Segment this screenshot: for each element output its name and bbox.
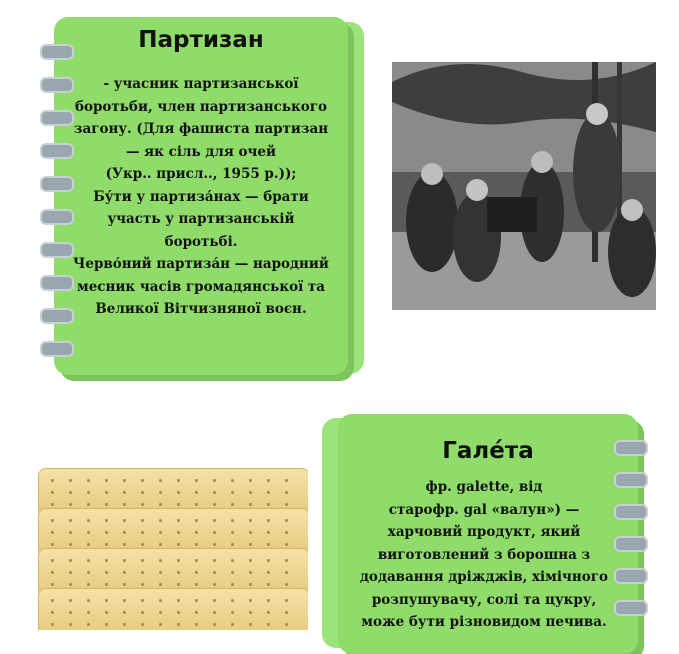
cracker-hole [141,531,144,534]
cracker-hole [159,571,162,574]
cracker-hole [249,571,252,574]
cracker-hole [177,583,180,586]
cracker-hole [195,479,198,482]
cracker-hole [249,543,252,546]
cracker-hole [141,479,144,482]
cracker-hole [51,571,54,574]
ring-binding [614,600,648,616]
cracker-hole [51,543,54,546]
cracker-hole [105,531,108,534]
definition-line: — як сіль для очей [125,143,277,160]
cracker-hole [285,519,288,522]
partisans-photo [392,62,656,310]
definition-line: додавання дріжджів, хімічного [359,569,609,585]
card-title: Партизан [138,27,264,53]
cracker-hole [159,599,162,602]
cracker-hole [87,583,90,586]
cracker-hole [195,491,198,494]
cracker [38,588,308,630]
cracker-hole [69,543,72,546]
cracker-hole [249,531,252,534]
cracker-hole [159,519,162,522]
cracker-hole [267,491,270,494]
cracker-hole [123,543,126,546]
cracker-hole [123,599,126,602]
cracker-hole [213,623,216,626]
ring-binding [614,440,648,456]
galettes-photo [38,464,308,630]
cracker-hole [105,583,108,586]
cracker-hole [51,599,54,602]
cracker-hole [69,583,72,586]
cracker-hole [195,503,198,506]
cracker-hole [105,571,108,574]
definition-line: участь у партизанській [107,211,295,227]
cracker-hole [195,519,198,522]
cracker-hole [177,571,180,574]
cracker-hole [105,559,108,562]
cracker-hole [69,531,72,534]
ring-binding [40,209,74,225]
cracker-hole [141,571,144,574]
cracker-hole [177,623,180,626]
cracker-hole [69,571,72,574]
cracker-hole [213,503,216,506]
cracker-hole [231,491,234,494]
cracker-hole [213,599,216,602]
cracker-hole [195,599,198,602]
cracker-hole [51,559,54,562]
cracker-hole [159,531,162,534]
cracker-hole [285,623,288,626]
cracker-hole [231,479,234,482]
notebook-card-partisan [54,17,348,375]
cracker-hole [123,623,126,626]
cracker-hole [159,503,162,506]
ring-binding [614,568,648,584]
definition-line: старофр. gal «валун») — [388,501,580,518]
cracker-hole [177,491,180,494]
cracker-hole [87,599,90,602]
cracker-hole [213,519,216,522]
cracker-hole [87,491,90,494]
cracker-hole [231,559,234,562]
cracker-hole [267,583,270,586]
cracker-hole [213,571,216,574]
cracker-hole [249,519,252,522]
cracker-hole [105,479,108,482]
cracker-hole [213,543,216,546]
definition-line: загону. (Для фашиста партизан [73,121,329,137]
cracker-hole [177,559,180,562]
cracker-hole [141,599,144,602]
cracker-hole [123,479,126,482]
cracker-hole [159,611,162,614]
cracker-hole [285,571,288,574]
cracker-hole [231,623,234,626]
card-definition [330,476,638,634]
cracker-hole [123,503,126,506]
cracker-hole [69,503,72,506]
cracker-hole [195,571,198,574]
definition-line: Бу́ти у партиза́нах — брати [93,188,309,205]
cracker-hole [159,479,162,482]
cracker-hole [105,623,108,626]
cracker-hole [69,479,72,482]
cracker-hole [285,503,288,506]
cracker-hole [285,479,288,482]
cracker-hole [267,543,270,546]
cracker-hole [267,611,270,614]
cracker-hole [51,519,54,522]
cracker-hole [249,623,252,626]
cracker-hole [177,599,180,602]
cracker-hole [267,559,270,562]
cracker-hole [87,623,90,626]
cracker-hole [231,543,234,546]
definition-line: фр. galette, від [425,479,543,495]
ring-binding [40,308,74,324]
definition-line: - учасник партизанської [103,76,299,92]
cracker-hole [231,519,234,522]
cracker-hole [123,571,126,574]
cracker-hole [195,583,198,586]
cracker-hole [159,543,162,546]
cracker-hole [159,583,162,586]
cracker-hole [69,623,72,626]
cracker-hole [267,479,270,482]
cracker-hole [87,503,90,506]
card-definition [54,73,348,321]
cracker-hole [141,519,144,522]
cracker-hole [213,583,216,586]
cracker-hole [195,623,198,626]
cracker-hole [141,491,144,494]
cracker-hole [231,571,234,574]
cracker-hole [249,611,252,614]
cracker-hole [51,479,54,482]
cracker-hole [249,599,252,602]
definition-line: харчовий продукт, який [387,524,581,540]
cracker-hole [69,519,72,522]
cracker-hole [51,583,54,586]
cracker-hole [267,623,270,626]
cracker-hole [141,623,144,626]
cracker-hole [69,611,72,614]
cracker-hole [105,599,108,602]
cracker-hole [177,611,180,614]
cracker-hole [159,623,162,626]
cracker-hole [141,611,144,614]
cracker-hole [159,559,162,562]
cracker-hole [267,503,270,506]
ring-binding [40,77,74,93]
cracker-hole [51,531,54,534]
definition-line: виготовлений з борошна з [377,546,591,563]
definition-line: Великої Вітчизняної воєн. [95,301,307,317]
cracker-hole [177,543,180,546]
cracker-hole [249,479,252,482]
cracker-hole [87,479,90,482]
cracker-hole [249,583,252,586]
cracker-hole [87,543,90,546]
ring-binding [614,536,648,552]
cracker-hole [285,531,288,534]
cracker-hole [69,559,72,562]
cracker-hole [123,519,126,522]
cracker-hole [267,571,270,574]
definition-line: розпушувачу, солі та цукру, [371,591,597,608]
cracker-hole [249,559,252,562]
definition-line: боротьби, член партизанського [74,98,328,115]
ring-binding [40,275,74,291]
cracker-hole [285,611,288,614]
cracker-hole [105,543,108,546]
ring-binding [40,242,74,258]
cracker-hole [213,479,216,482]
cracker-hole [123,491,126,494]
ring-binding [614,504,648,520]
cracker-hole [195,531,198,534]
cracker-hole [285,543,288,546]
definition-line: може бути різновидом печива. [361,614,607,630]
card-title: Гале́та [442,438,534,464]
cracker-hole [177,479,180,482]
cracker-hole [141,503,144,506]
notebook-card-galeta [338,414,638,654]
cracker-hole [159,491,162,494]
cracker-hole [123,559,126,562]
cracker-hole [285,583,288,586]
cracker-hole [141,583,144,586]
cracker-hole [105,503,108,506]
cracker-hole [213,559,216,562]
cracker-hole [249,503,252,506]
cracker-hole [105,491,108,494]
cracker-hole [69,599,72,602]
cracker-hole [123,583,126,586]
cracker-hole [105,519,108,522]
cracker-hole [267,599,270,602]
cracker-hole [285,559,288,562]
cracker-hole [231,611,234,614]
cracker-hole [231,531,234,534]
cracker-hole [51,503,54,506]
cracker-hole [51,491,54,494]
cracker-hole [195,559,198,562]
cracker-hole [213,611,216,614]
cracker-hole [213,531,216,534]
ring-binding [614,472,648,488]
cracker-hole [285,491,288,494]
cracker-hole [177,531,180,534]
cracker-hole [177,503,180,506]
ring-binding [40,176,74,192]
cracker-hole [213,491,216,494]
cracker-hole [195,543,198,546]
definition-line: боротьбі. [164,233,238,250]
cracker-hole [51,623,54,626]
definition-line: месник часів громадянської та [76,278,326,295]
cracker-hole [267,531,270,534]
cracker-hole [285,599,288,602]
cracker-hole [87,519,90,522]
cracker-hole [87,611,90,614]
cracker-hole [231,503,234,506]
definition-line: (Укр.. присл.., 1955 р.)); [105,166,297,182]
cracker-hole [105,611,108,614]
cracker-hole [141,559,144,562]
ring-binding [40,44,74,60]
cracker-hole [51,611,54,614]
cracker-hole [195,611,198,614]
ring-binding [40,341,74,357]
cracker-hole [123,611,126,614]
ring-binding [40,143,74,159]
cracker-hole [87,571,90,574]
cracker-hole [177,519,180,522]
ring-binding [40,110,74,126]
definition-line: Черво́ний партиза́н — народний [73,256,329,272]
cracker-hole [87,531,90,534]
cracker-hole [69,491,72,494]
cracker-hole [231,599,234,602]
cracker-hole [87,559,90,562]
cracker-hole [141,543,144,546]
cracker-hole [249,491,252,494]
cracker-hole [123,531,126,534]
cracker-hole [267,519,270,522]
cracker-hole [231,583,234,586]
